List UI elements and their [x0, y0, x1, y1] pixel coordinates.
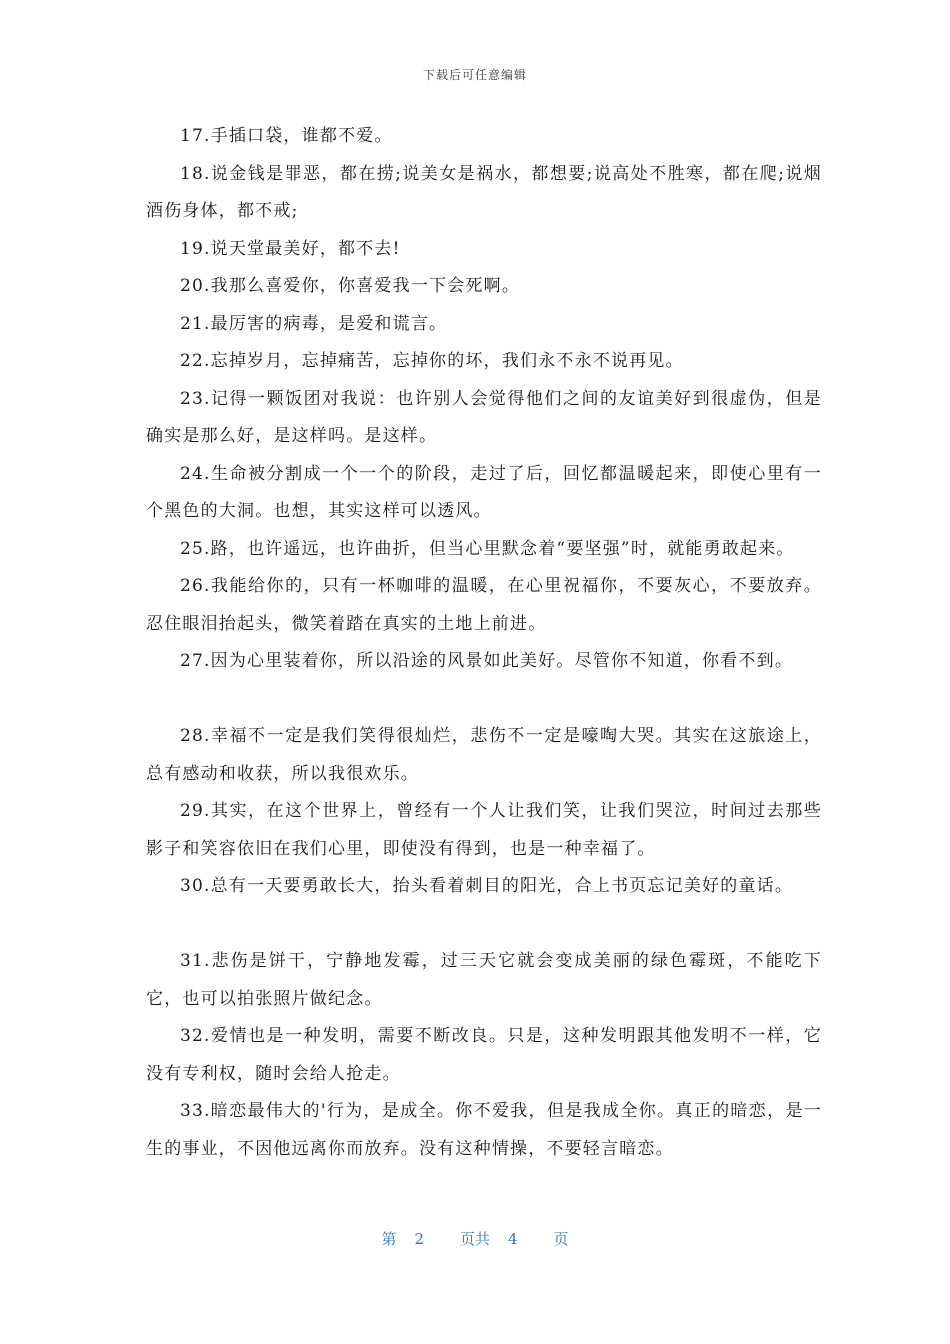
footer-total-pages: 4	[508, 1230, 518, 1248]
footer-middle: 页共	[459, 1230, 490, 1248]
paragraph-25: 25.路，也许遥远，也许曲折，但当心里默念着“要坚强”时，就能勇敢起来。	[180, 538, 795, 559]
page-footer	[0, 1228, 950, 1249]
document-body	[146, 118, 822, 1168]
page-header: 下载后可任意编辑	[422, 68, 527, 82]
paragraph-24: 24.生命被分割成一个一个的阶段，走过了后，回忆都温暖起来，即使心里有一个黑色的大洞。也想，其实这样可以透风。	[146, 463, 822, 521]
paragraph-17: 17.手插口袋，谁都不爱。	[180, 126, 393, 146]
paragraph-26: 26.我能给你的，只有一杯咖啡的温暖，在心里祝福你，不要灰心，不要放弃。忍住眼泪抬起头，微笑着踏在真实的土地上前进。	[146, 576, 822, 634]
paragraph-23: 23.记得一颗饭团对我说：也许别人会觉得他们之间的友谊美好到很虚伪，但是确实是那么好，是这样吗。是这样。	[146, 388, 822, 446]
footer-prefix: 第	[381, 1230, 397, 1248]
paragraph-33: 33.暗恋最伟大的'行为，是成全。你不爱我，但是我成全你。真正的暗恋，是一生的事业，不因他远离你而放弃。没有这种情操，不要轻言暗恋。	[146, 1101, 822, 1159]
paragraph-29: 29.其实，在这个世界上，曾经有一个人让我们笑，让我们哭泣，时间过去那些影子和笑容依旧在我们心里，即使没有得到，也是一种幸福了。	[146, 801, 822, 859]
paragraph-28: 28.幸福不一定是我们笑得很灿烂，悲伤不一定是嚎啕大哭。其实在这旅途上，总有感动和收获，所以我很欢乐。	[146, 726, 822, 784]
paragraph-22: 22.忘掉岁月，忘掉痛苦，忘掉你的坏，我们永不永不说再见。	[180, 351, 684, 371]
paragraph-19: 19.说天堂最美好，都不去!	[180, 238, 401, 259]
paragraph-27: 27.因为心里装着你，所以沿途的风景如此美好。尽管你不知道，你看不到。	[180, 651, 794, 671]
footer-suffix: 页	[553, 1230, 569, 1248]
footer-current-page: 2	[414, 1230, 424, 1248]
paragraph-31: 31.悲伤是饼干，宁静地发霉，过三天它就会变成美丽的绿色霉斑，不能吃下它，也可以拍张照片做纪念。	[146, 951, 822, 1009]
paragraph-30: 30.总有一天要勇敢长大，抬头看着刺目的阳光，合上书页忘记美好的童话。	[180, 876, 794, 896]
paragraph-32: 32.爱情也是一种发明，需要不断改良。只是，这种发明跟其他发明不一样，它没有专利权，随时会给人抢走。	[146, 1026, 822, 1084]
paragraph-21: 21.最厉害的病毒，是爱和谎言。	[180, 313, 448, 334]
paragraph-20: 20.我那么喜爱你，你喜爱我一下会死啊。	[180, 276, 521, 296]
paragraph-18: 18.说金钱是罪恶，都在捞;说美女是祸水，都想要;说高处不胜寒，都在爬;说烟酒伤身体，都不戒;	[146, 163, 822, 221]
